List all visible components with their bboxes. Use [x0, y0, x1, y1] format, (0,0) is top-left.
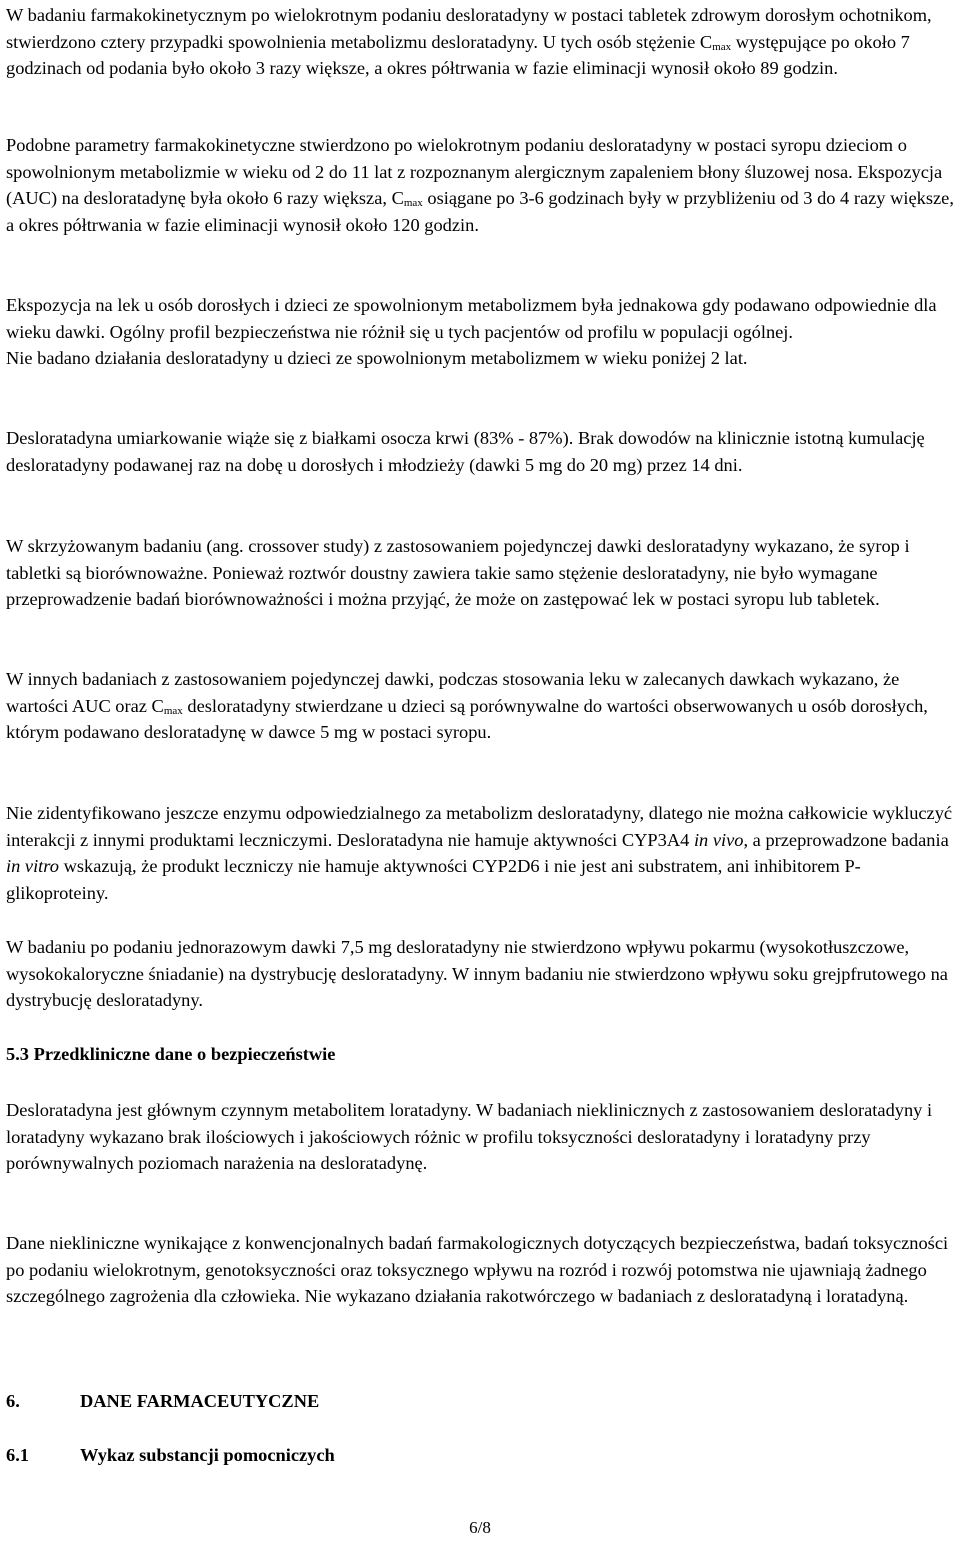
page-number: 6/8 [469, 1518, 491, 1537]
paragraph-crossover-study: W skrzyżowanym badaniu (ang. crossover study) z zastosowaniem pojedynczej dawki desloratadyny wykazano, że syrop i tabletki są biorównoważne. Ponieważ roztwór doustny zawiera takie samo stężenie desloratadyny, nie było wymagane przeprowadzenie badań biorównoważności i można przyjąć, że może on zastępować lek w postaci syropu lub tabletek. [6, 536, 910, 609]
section-title: DANE FARMACEUTYCZNE [80, 1391, 320, 1411]
section-title: Wykaz substancji pomocniczych [80, 1445, 335, 1465]
section-heading-6-1 [6, 1442, 956, 1469]
paragraph-metabolism-enzyme: Nie zidentyfikowano jeszcze enzymu odpowiedzialnego za metabolizm desloratadyny, dlatego nie można całkowicie wykluczyć interakcji z innymi produktami leczniczymi. Desloratadyna nie hamuje aktywności CYP3A4 in vivo, a przeprowadzone badania in vitro wskazują, że produkt leczniczy nie hamuje aktywności CYP2D6 i nie jest ani substratem, ani inhibitorem P-glikoproteiny. [6, 803, 953, 903]
paragraph-food-effect: W badaniu po podaniu jednorazowym dawki 7,5 mg desloratadyny nie stwierdzono wpływu pokarmu (wysokotłuszczowe, wysokokaloryczne śniadanie) na dystrybucję desloratadyny. W innym badaniu nie stwierdzono wpływu soku grejpfrutowego na dystrybucję desloratadyny. [6, 937, 948, 1010]
subscript-max: max [163, 704, 183, 717]
italic-in-vitro: in vitro [6, 856, 59, 876]
section-heading-6 [6, 1388, 956, 1415]
section-number: 6. [6, 1391, 20, 1411]
paragraph-protein-binding: Desloratadyna umiarkowanie wiąże się z białkami osocza krwi (83% - 87%). Brak dowodów na klinicznie istotną kumulację desloratadyny podawanej raz na dobę u dorosłych i młodzieży (dawki 5 mg do 20 mg) przez 14 dni. [6, 428, 925, 475]
paragraph-slow-metabolizers-children: Podobne parametry farmakokinetyczne stwierdzono po wielokrotnym podaniu desloratadyny w postaci syropu dzieciom o spowolnionym metabolizmie w wieku od 2 do 11 lat z rozpoznanym alergicznym zapaleniem błony śluzowej nosa. Ekspozycja (AUC) na desloratadynę była około 6 razy większa, Cmax osiągane po 3-6 godzinach były w przybliżeniu od 3 do 4 razy większe, a okres półtrwania w fazie eliminacji wynosił około 120 godzin. [6, 135, 954, 235]
paragraph-nonclinical-data: Dane niekliniczne wynikające z konwencjonalnych badań farmakologicznych dotyczących bezpieczeństwa, badań toksyczności po podaniu wielokrotnym, genotoksyczności oraz toksycznego wpływu na rozród i rozwój potomstwa nie ujawniają żadnego szczególnego zagrożenia dla człowieka. Nie wykazano działania rakotwórczego w badaniach z desloratadyną i loratadyną. [6, 1233, 949, 1306]
paragraph-single-dose-studies: W innych badaniach z zastosowaniem pojedynczej dawki, podczas stosowania leku w zalecanych dawkach wykazano, że wartości AUC oraz Cmax desloratadyny stwierdzane u dzieci są porównywalne do wartości obserwowanych u osób dorosłych, którym podawano desloratadynę w dawce 5 mg w postaci syropu. [6, 669, 928, 742]
italic-in-vivo: in vivo [693, 829, 744, 850]
section-number: 6.1 [6, 1445, 29, 1465]
paragraph-slow-metabolizers-adults: W badaniu farmakokinetycznym po wielokrotnym podaniu desloratadyny w postaci tabletek zdrowym dorosłym ochotnikom, stwierdzono cztery przypadki spowolnienia metabolizmu desloratadyny. U tych osób stężenie Cmax występujące po około 7 godzinach od podania było około 3 razy większe, a okres półtrwania w fazie eliminacji wynosił około 89 godzin. [6, 5, 932, 78]
subscript-max: max [712, 40, 732, 53]
subscript-max: max [403, 197, 423, 209]
section-heading-5-3: 5.3 Przedkliniczne dane o bezpieczeństwie [6, 1044, 336, 1064]
paragraph-exposure: Ekspozycja na lek u osób dorosłych i dzieci ze spowolnionym metabolizmem była jednakowa gdy podawano odpowiednie dla wieku dawki. Ogólny profil bezpieczeństwa nie różnił się u tych pacjentów od profilu w populacji ogólnej. Nie badano działania desloratadyny u dzieci ze spowolnionym metabolizmem w wieku poniżej 2 lat. [6, 295, 937, 368]
paragraph-main-metabolite: Desloratadyna jest głównym czynnym metabolitem loratadyny. W badaniach nieklinicznych z zastosowaniem desloratadyny i loratadyny wykazano brak ilościowych i jakościowych różnic w profilu toksyczności desloratadyny i loratadyny przy porównywalnych poziomach narażenia na desloratadynę. [6, 1100, 933, 1173]
